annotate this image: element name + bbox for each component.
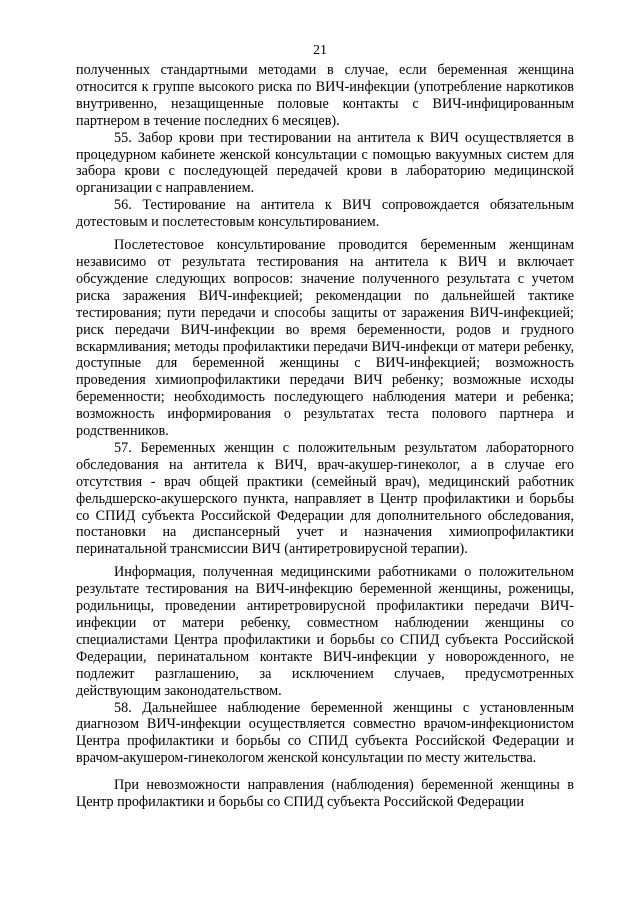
paragraph-55: 55. Забор крови при тестировании на антитела к ВИЧ осуществляется в процедурном кабинете женской консультации с помощью вакуумных систем для забора крови с последующей передачей крови в лабораторию медицинской организации с направлением. — [76, 129, 574, 197]
body-text — [76, 62, 574, 811]
paragraph-continuation: полученных стандартными методами в случае, если беременная женщина относится к группе высокого риска по ВИЧ-инфекции (употребление наркотиков внутривенно, незащищенные половые контакты с ВИЧ-инфицированным партнером в течение последних 6 месяцев). — [76, 62, 574, 129]
paragraph-57: 57. Беременных женщин с положительным результатом лабораторного обследования на антитела к ВИЧ, врач-акушер-гинеколог, а в случае его отсутствия - врач общей практики (семейный врач), медицинский работник фельдшерско-акушерского пункта, направляет в Центр профилактики и борьбы со СПИД субъекта Российской Федерации для дополнительного обследования, постановки на диспансерный учет и назначения химиопрофилактики перинатальной трансмиссии ВИЧ (антиретровирусной терапии). — [76, 439, 574, 558]
page-number: 21 — [313, 43, 327, 58]
paragraph-confidentiality: Информация, полученная медицинскими работниками о положительном результате тестирования на ВИЧ-инфекцию беременной женщины, роженицы, родильницы, проведении антиретровирусной профилактики передачи ВИЧ-инфекции от матери ребенку, совместном наблюдении женщины со специалистами Центра профилактики и борьбы со СПИД субъекта Российской Федерации, перинатальном контакте ВИЧ-инфекции у новорожденного, не подлежит разглашению, за исключением случаев, предусмотренных действующим законодательством. — [76, 564, 574, 699]
paragraph-56: 56. Тестирование на антитела к ВИЧ сопровождается обязательным дотестовым и послетестовым консультированием. — [76, 197, 574, 231]
paragraph-58: 58. Дальнейшее наблюдение беременной женщины с установленным диагнозом ВИЧ-инфекции осуществляется совместно врачом-инфекционистом Центра профилактики и борьбы со СПИД субъекта Российской Федерации и врачом-акушером-гинекологом женской консультации по месту жительства. — [76, 699, 574, 767]
paragraph-referral-impossible: При невозможности направления (наблюдения) беременной женщины в Центр профилактики и борьбы со СПИД субъекта Российской Федерации — [76, 777, 574, 811]
paragraph-post-test-counseling: Послетестовое консультирование проводится беременным женщинам независимо от результата тестирования на антитела к ВИЧ и включает обсуждение следующих вопросов: значение полученного результата с учетом риска заражения ВИЧ-инфекцией; рекомендации по дальнейшей тактике тестирования; пути передачи и способы защиты от заражения ВИЧ-инфекцией; риск передачи ВИЧ-инфекции во время беременности, родов и грудного вскармливания; методы профилактики передачи ВИЧ-инфекци от матери ребенку, доступные для беременной женщины с ВИЧ-инфекцией; возможность проведения химиопрофилактики передачи ВИЧ ребенку; возможные исходы беременности; необходимость последующего наблюдения матери и ребенка; возможность информирования о результатах теста полового партнера и родственников. — [76, 237, 574, 440]
